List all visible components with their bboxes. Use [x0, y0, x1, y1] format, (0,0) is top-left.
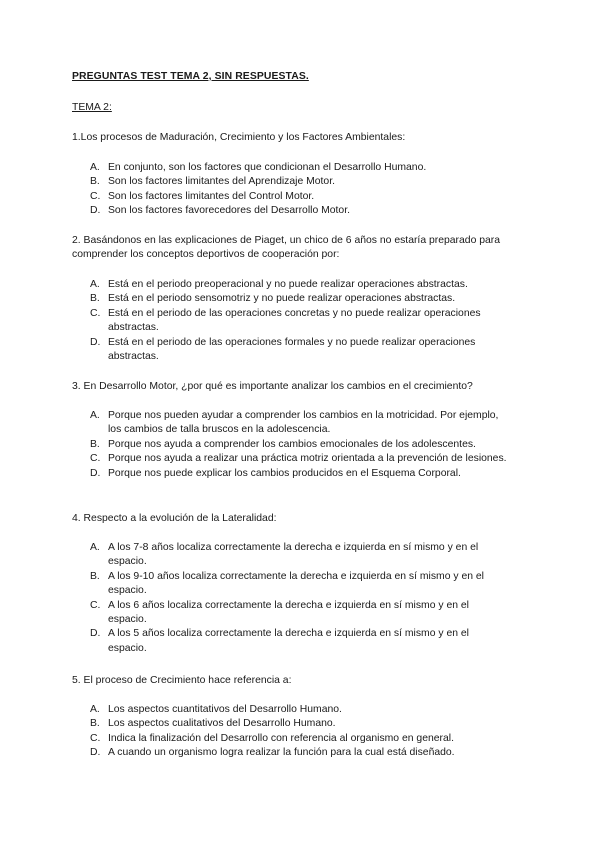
option-5b [90, 717, 510, 731]
option-letter: A. [90, 410, 100, 421]
question-1: 1.Los procesos de Maduración, Crecimiento y los Factores Ambientales: [72, 132, 406, 143]
option-text: Los aspectos cuantitativos del Desarrollo Humano. [108, 704, 342, 715]
option-text: Los aspectos cualitativos del Desarrollo Humano. [108, 718, 336, 730]
question-4-options [90, 541, 510, 656]
option-5d [90, 746, 510, 760]
option-2d [90, 336, 510, 365]
option-5c [90, 732, 510, 746]
option-text: Porque nos ayuda a realizar una práctica motriz orientada a la prevención de lesiones. [108, 453, 507, 465]
question-5-options [90, 703, 510, 761]
option-text: A los 9-10 años localiza correctamente la derecha e izquierda en sí mismo y en el espacio. [108, 570, 484, 597]
option-4b [90, 570, 510, 599]
option-3b [90, 438, 510, 452]
option-letter: C. [90, 599, 101, 611]
option-text: A los 6 años localiza correctamente la derecha e izquierda en sí mismo y en el espacio. [108, 599, 469, 626]
option-3a [90, 409, 510, 438]
option-2a [90, 278, 510, 292]
question-2-options [90, 278, 510, 364]
option-1d [90, 204, 510, 218]
option-letter: A. [90, 162, 100, 173]
option-text: Está en el periodo de las operaciones formales y no puede realizar operaciones abstractas. [108, 336, 476, 363]
option-text: Está en el periodo preoperacional y no puede realizar operaciones abstractas. [108, 279, 468, 290]
question-3: 3. En Desarrollo Motor, ¿por qué es importante analizar los cambios en el crecimiento? [72, 381, 473, 392]
section-heading: TEMA 2: [72, 102, 112, 113]
option-1b [90, 175, 510, 189]
option-text: Indica la finalización del Desarrollo con referencia al organismo en general. [108, 732, 454, 744]
option-text: Está en el periodo sensomotriz y no puede realizar operaciones abstractas. [108, 293, 456, 305]
option-letter: B. [90, 438, 100, 450]
option-letter: C. [90, 307, 101, 319]
option-3d [90, 467, 510, 481]
option-letter: D. [90, 205, 101, 217]
option-2b [90, 292, 510, 306]
option-text: A los 7-8 años localiza correctamente la derecha e izquierda en sí mismo y en el espacio. [108, 542, 479, 568]
option-text: A cuando un organismo logra realizar la función para la cual está diseñado. [108, 747, 455, 759]
option-letter: C. [90, 190, 101, 202]
option-letter: C. [90, 453, 101, 465]
option-3c [90, 452, 510, 466]
option-4c [90, 599, 510, 628]
option-letter: D. [90, 628, 101, 640]
document-title: PREGUNTAS TEST TEMA 2, SIN RESPUESTAS. [72, 71, 309, 82]
option-4a [90, 541, 510, 570]
option-letter: B. [90, 176, 100, 188]
option-text: En conjunto, son los factores que condicionan el Desarrollo Humano. [108, 162, 427, 173]
option-letter: D. [90, 747, 101, 759]
option-letter: A. [90, 542, 100, 553]
option-letter: B. [90, 570, 100, 582]
question-5: 5. El proceso de Crecimiento hace referencia a: [72, 675, 292, 686]
option-letter: D. [90, 336, 101, 348]
option-text: Está en el periodo de las operaciones concretas y no puede realizar operaciones abstractas. [108, 307, 481, 334]
question-4: 4. Respecto a la evolución de la Lateralidad: [72, 513, 277, 524]
option-text: Son los factores limitantes del Aprendizaje Motor. [108, 176, 335, 188]
option-letter: C. [90, 732, 101, 744]
question-2: 2. Basándonos en las explicaciones de Piaget, un chico de 6 años no estaría preparado para comprender los conceptos deportivos de cooperación por: [72, 235, 501, 261]
option-text: Porque nos pueden ayudar a comprender los cambios en la motricidad. Por ejemplo, los cambios de talla bruscos en la adolescencia. [108, 410, 499, 436]
option-1c [90, 190, 510, 204]
option-letter: A. [90, 704, 100, 715]
option-text: Son los factores favorecedores del Desarrollo Motor. [108, 205, 350, 217]
option-4d [90, 627, 510, 656]
option-text: Son los factores limitantes del Control Motor. [108, 190, 315, 202]
option-text: A los 5 años localiza correctamente la derecha e izquierda en sí mismo y en el espacio. [108, 628, 469, 654]
option-1a [90, 161, 510, 175]
option-2c [90, 307, 510, 336]
option-letter: A. [90, 279, 100, 290]
option-text: Porque nos puede explicar los cambios producidos en el Esquema Corporal. [108, 467, 461, 479]
option-text: Porque nos ayuda a comprender los cambios emocionales de los adolescentes. [108, 438, 476, 450]
option-letter: B. [90, 718, 100, 730]
question-1-options [90, 161, 510, 219]
question-3-options [90, 409, 510, 481]
option-letter: D. [90, 467, 101, 479]
option-letter: B. [90, 293, 100, 305]
option-5a [90, 703, 510, 717]
